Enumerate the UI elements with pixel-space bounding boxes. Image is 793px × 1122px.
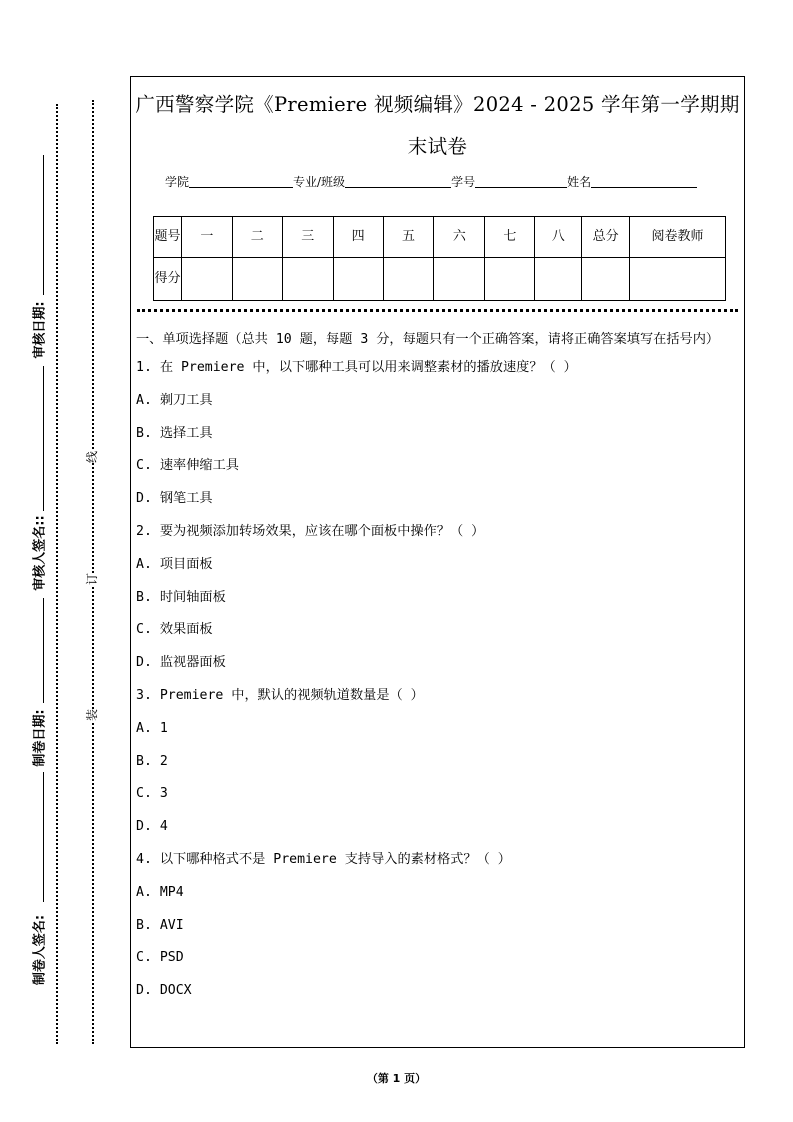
- outer-dotted-line: [56, 104, 58, 1044]
- question-4: 4. 以下哪种格式不是 Premiere 支持导入的素材格式？（ ）: [136, 851, 511, 867]
- score-cell[interactable]: [282, 258, 333, 301]
- college-blank[interactable]: [189, 175, 293, 188]
- college-label: 学院: [165, 175, 190, 189]
- reviewer-signature-blank: [43, 366, 44, 511]
- score-table-header-row: [154, 217, 726, 258]
- option-2a: A. 项目面板: [136, 556, 213, 572]
- paper-maker-signature-blank: [43, 772, 44, 902]
- score-header-cell: 总分: [582, 217, 630, 258]
- student-info-row: [165, 173, 697, 190]
- question-section: [136, 329, 741, 1013]
- option-1b: B. 选择工具: [136, 425, 213, 441]
- score-header-cell: 四: [333, 217, 383, 258]
- option-3d: D. 4: [136, 819, 168, 835]
- score-row-label: 得分: [154, 258, 182, 301]
- score-cell[interactable]: [434, 258, 485, 301]
- score-cell[interactable]: [485, 258, 535, 301]
- score-cell[interactable]: [582, 258, 630, 301]
- student-id-blank[interactable]: [475, 175, 567, 188]
- binding-char-staple: 订: [85, 572, 99, 585]
- option-4b: B. AVI: [136, 917, 184, 933]
- score-header-cell: 五: [383, 217, 434, 258]
- option-2c: C. 效果面板: [136, 622, 213, 638]
- page-number: （第 1 页）: [366, 1072, 427, 1085]
- paper-date-blank: [43, 598, 44, 703]
- option-3b: B. 2: [136, 753, 168, 769]
- option-1c: C. 速率伸缩工具: [136, 458, 239, 474]
- major-label: 专业/班级: [293, 175, 346, 189]
- score-cell[interactable]: [383, 258, 434, 301]
- score-cell[interactable]: [630, 258, 726, 301]
- score-header-cell: 七: [485, 217, 535, 258]
- major-blank[interactable]: [345, 175, 451, 188]
- review-date-blank: [43, 155, 44, 295]
- score-header-cell: 阅卷教师: [630, 217, 726, 258]
- name-blank[interactable]: [591, 175, 697, 188]
- score-cell[interactable]: [333, 258, 383, 301]
- option-4a: A. MP4: [136, 884, 184, 900]
- score-header-cell: 八: [535, 217, 582, 258]
- binding-char-bind: 装: [85, 708, 99, 721]
- score-table-score-row: [154, 258, 726, 301]
- option-2d: D. 监视器面板: [136, 655, 226, 671]
- option-3c: C. 3: [136, 786, 168, 802]
- score-header-cell: 六: [434, 217, 485, 258]
- option-4d: D. DOCX: [136, 983, 192, 999]
- question-3: 3. Premiere 中，默认的视频轨道数量是（ ）: [136, 687, 424, 703]
- option-1a: A. 剃刀工具: [136, 392, 213, 408]
- option-2b: B. 时间轴面板: [136, 589, 226, 605]
- option-1d: D. 钢笔工具: [136, 491, 213, 507]
- section-heading: 一、单项选择题（总共 10 题，每题 3 分，每题只有一个正确答案，请将正确答案填写在括号内）: [136, 332, 720, 347]
- score-header-cell: 题号: [154, 217, 182, 258]
- exam-title-line2: 末试卷: [407, 135, 468, 158]
- question-1: 1. 在 Premiere 中，以下哪种工具可以用来调整素材的播放速度？（ ）: [136, 360, 577, 375]
- score-table: [153, 216, 726, 301]
- score-header-cell: 三: [282, 217, 333, 258]
- score-cell[interactable]: [232, 258, 282, 301]
- score-cell[interactable]: [535, 258, 582, 301]
- binding-char-line: 线: [85, 450, 99, 463]
- score-header-cell: 二: [232, 217, 282, 258]
- student-id-label: 学号: [451, 175, 476, 189]
- exam-title-line1: 广西警察学院《Premiere 视频编辑》2024 - 2025 学年第一学期期: [135, 93, 740, 116]
- option-3a: A. 1: [136, 720, 168, 736]
- section-separator: [137, 309, 738, 312]
- name-label: 姓名: [567, 175, 592, 189]
- question-2: 2. 要为视频添加转场效果，应该在哪个面板中操作？（ ）: [136, 523, 485, 539]
- exam-frame: [130, 76, 745, 1048]
- score-cell[interactable]: [181, 258, 232, 301]
- score-header-cell: 一: [181, 217, 232, 258]
- option-4c: C. PSD: [136, 950, 184, 966]
